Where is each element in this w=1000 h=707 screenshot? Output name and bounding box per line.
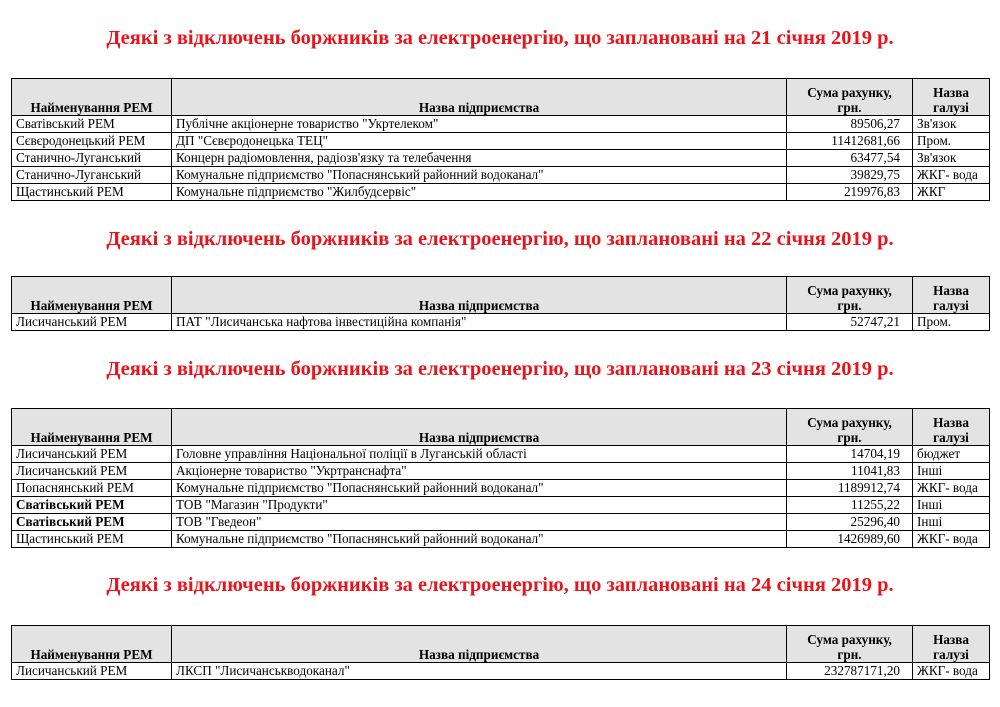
company-cell: ТОВ "Гведеон" bbox=[172, 514, 787, 531]
debt-table-jan23 bbox=[11, 408, 990, 548]
rem-cell: Станично-Луганський bbox=[12, 167, 172, 184]
rem-cell: Щастинський РЕМ bbox=[12, 531, 172, 548]
header-sum: Сума рахунку, грн. bbox=[787, 626, 913, 663]
table-header-row bbox=[12, 79, 990, 116]
company-cell: ЛКСП "Лисичанськводоканал" bbox=[172, 663, 787, 680]
table-row bbox=[12, 446, 990, 463]
company-cell: Концерн радіомовлення, радіозв'язку та телебачення bbox=[172, 150, 787, 167]
company-cell: ПАТ "Лисичанська нафтова інвестиційна компанія" bbox=[172, 314, 787, 331]
branch-cell: Пром. bbox=[913, 133, 990, 150]
table-row bbox=[12, 497, 990, 514]
table-row bbox=[12, 463, 990, 480]
rem-cell: Щастинський РЕМ bbox=[12, 184, 172, 201]
header-branch: Назва галузі bbox=[913, 626, 990, 663]
rem-cell: Попаснянський РЕМ bbox=[12, 480, 172, 497]
company-cell: Комунальне підприємство "Попаснянський районний водоканал" bbox=[172, 167, 787, 184]
table-header-row bbox=[12, 626, 990, 663]
rem-cell: Сватівський РЕМ bbox=[12, 116, 172, 133]
rem-cell: Лисичанський РЕМ bbox=[12, 446, 172, 463]
table-row bbox=[12, 184, 990, 201]
table-row bbox=[12, 150, 990, 167]
branch-cell: Зв'язок bbox=[913, 116, 990, 133]
table-row bbox=[12, 314, 990, 331]
header-sum: Сума рахунку, грн. bbox=[787, 79, 913, 116]
section-title-jan21: Деякі з відключень боржників за електроенергію, що заплановані на 21 січня 2019 р. bbox=[106, 27, 894, 49]
company-cell: Комунальне підприємство "Попаснянський районний водоканал" bbox=[172, 531, 787, 548]
section-title-jan22: Деякі з відключень боржників за електроенергію, що заплановані на 22 січня 2019 р. bbox=[106, 228, 894, 250]
rem-cell: Лисичанський РЕМ bbox=[12, 463, 172, 480]
company-cell: Головне управління Національної поліції в Луганській області bbox=[172, 446, 787, 463]
header-company: Назва підприємства bbox=[172, 626, 787, 663]
sum-cell: 11041,83 bbox=[787, 463, 913, 480]
header-rem: Найменування РЕМ bbox=[12, 409, 172, 446]
debt-table-jan22 bbox=[11, 276, 990, 331]
rem-cell: Станично-Луганський bbox=[12, 150, 172, 167]
table-row bbox=[12, 480, 990, 497]
company-cell: Комунальне підприємство "Попаснянський районний водоканал" bbox=[172, 480, 787, 497]
debt-table-jan24 bbox=[11, 625, 990, 680]
table-row bbox=[12, 663, 990, 680]
header-rem: Найменування РЕМ bbox=[12, 277, 172, 314]
sum-cell: 39829,75 bbox=[787, 167, 913, 184]
branch-cell: Інші bbox=[913, 497, 990, 514]
company-cell: ТОВ "Магазин "Продукти" bbox=[172, 497, 787, 514]
sum-cell: 52747,21 bbox=[787, 314, 913, 331]
table-row bbox=[12, 167, 990, 184]
sum-cell: 232787171,20 bbox=[787, 663, 913, 680]
header-sum: Сума рахунку, грн. bbox=[787, 409, 913, 446]
rem-cell: Сєвєродонецький РЕМ bbox=[12, 133, 172, 150]
rem-cell: Лисичанський РЕМ bbox=[12, 314, 172, 331]
branch-cell: Пром. bbox=[913, 314, 990, 331]
table-row bbox=[12, 514, 990, 531]
company-cell: Акціонерне товариство "Укртранснафта" bbox=[172, 463, 787, 480]
branch-cell: ЖКГ- вода bbox=[913, 480, 990, 497]
sum-cell: 219976,83 bbox=[787, 184, 913, 201]
table-row bbox=[12, 133, 990, 150]
sum-cell: 14704,19 bbox=[787, 446, 913, 463]
header-company: Назва підприємства bbox=[172, 79, 787, 116]
branch-cell: Інші bbox=[913, 514, 990, 531]
branch-cell: Інші bbox=[913, 463, 990, 480]
sum-cell: 89506,27 bbox=[787, 116, 913, 133]
table-header-row bbox=[12, 277, 990, 314]
header-company: Назва підприємства bbox=[172, 409, 787, 446]
sum-cell: 25296,40 bbox=[787, 514, 913, 531]
sum-cell: 1189912,74 bbox=[787, 480, 913, 497]
branch-cell: ЖКГ- вода bbox=[913, 531, 990, 548]
branch-cell: ЖКГ- вода bbox=[913, 167, 990, 184]
debt-table-jan21 bbox=[11, 78, 990, 201]
rem-cell: Сватівський РЕМ bbox=[12, 497, 172, 514]
table-row bbox=[12, 116, 990, 133]
section-title-jan24: Деякі з відключень боржників за електроенергію, що заплановані на 24 січня 2019 р. bbox=[106, 574, 894, 596]
company-cell: ДП "Сєвєродонецька ТЕЦ" bbox=[172, 133, 787, 150]
branch-cell: Зв'язок bbox=[913, 150, 990, 167]
sum-cell: 1426989,60 bbox=[787, 531, 913, 548]
header-rem: Найменування РЕМ bbox=[12, 79, 172, 116]
rem-cell: Сватівський РЕМ bbox=[12, 514, 172, 531]
section-title-jan23: Деякі з відключень боржників за електроенергію, що заплановані на 23 січня 2019 р. bbox=[106, 358, 894, 380]
table-header-row bbox=[12, 409, 990, 446]
header-company: Назва підприємства bbox=[172, 277, 787, 314]
branch-cell: ЖКГ- вода bbox=[913, 663, 990, 680]
header-branch: Назва галузі bbox=[913, 277, 990, 314]
sum-cell: 11255,22 bbox=[787, 497, 913, 514]
header-branch: Назва галузі bbox=[913, 409, 990, 446]
table-row bbox=[12, 531, 990, 548]
company-cell: Публічне акціонерне товариство "Укртелеком" bbox=[172, 116, 787, 133]
header-rem: Найменування РЕМ bbox=[12, 626, 172, 663]
sum-cell: 63477,54 bbox=[787, 150, 913, 167]
header-sum: Сума рахунку, грн. bbox=[787, 277, 913, 314]
branch-cell: бюджет bbox=[913, 446, 990, 463]
header-branch: Назва галузі bbox=[913, 79, 990, 116]
branch-cell: ЖКГ bbox=[913, 184, 990, 201]
company-cell: Комунальне підприємство "Жилбудсервіс" bbox=[172, 184, 787, 201]
sum-cell: 11412681,66 bbox=[787, 133, 913, 150]
rem-cell: Лисичанський РЕМ bbox=[12, 663, 172, 680]
